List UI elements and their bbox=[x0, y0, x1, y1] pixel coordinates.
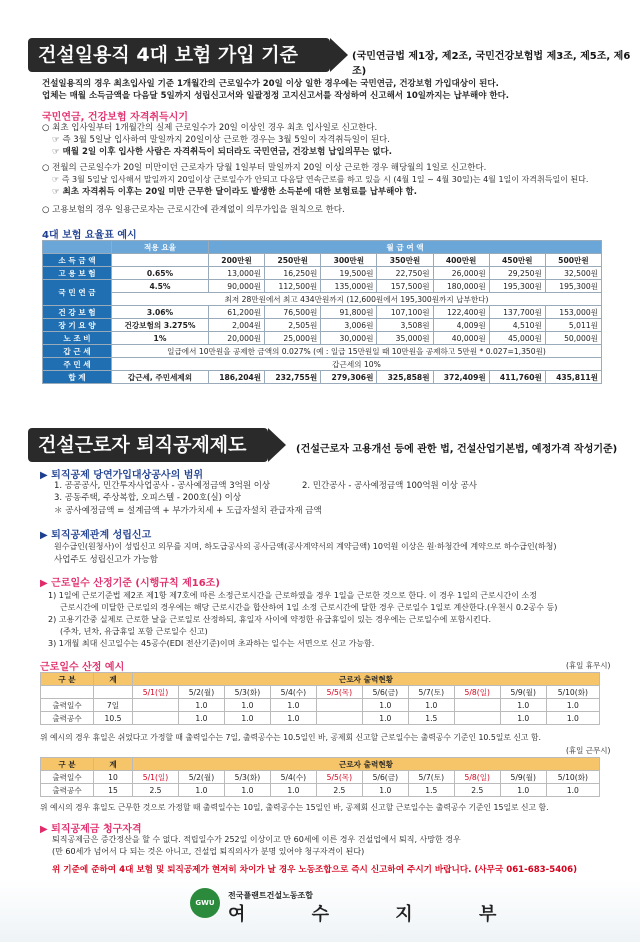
branch-name: 여 수 지 부 bbox=[228, 904, 527, 925]
table1-caption: 위 예시의 경우 휴일은 쉬었다고 가정할 때 출력일수는 7일, 출력공수는 10.5일인 바, 공제회 신고할 근로일수는 출력공수 기준인 10.5일로 신고 함. bbox=[40, 733, 541, 742]
income-tax-label: 갑 근 세 bbox=[43, 345, 112, 358]
value: 76,500원 bbox=[265, 306, 321, 319]
cell: 1.0 bbox=[546, 699, 599, 712]
value: 35,000원 bbox=[377, 332, 433, 345]
row-head-income: 소 득 금 액 bbox=[43, 254, 112, 267]
day-label: 5/7(토) bbox=[408, 771, 454, 784]
report-notice: 위 기준에 준하여 4대 보험 및 퇴직공제가 현저히 차이가 날 경우 노동조합으로 즉시 신고하여 주시기 바랍니다. (사무국 061-683-5406) bbox=[52, 865, 578, 875]
row-total: 10 bbox=[94, 771, 133, 784]
row-total: 7일 bbox=[94, 699, 133, 712]
header-blank bbox=[43, 241, 112, 254]
value: 26,000원 bbox=[433, 267, 489, 280]
resident-tax-label: 주 민 세 bbox=[43, 358, 112, 371]
value: 122,400원 bbox=[433, 306, 489, 319]
row-label: 출력공수 bbox=[41, 784, 94, 797]
value: 2,505원 bbox=[265, 319, 321, 332]
cell: 2.5 bbox=[316, 784, 362, 797]
qualification-heading: 국민연금, 건강보험 자격취득시기 bbox=[42, 112, 189, 123]
cell: 1.0 bbox=[362, 712, 408, 725]
value: 40,000원 bbox=[433, 332, 489, 345]
cell: 1.0 bbox=[362, 699, 408, 712]
total-value: 372,409원 bbox=[433, 371, 489, 384]
section-title-retirement: 건설근로자 퇴직공제제도 bbox=[28, 428, 268, 462]
intro-line-1: 건설일용직의 경우 최초입사일 기준 1개월간의 근로일수가 20일 이상 일한 경우에는 국민연금, 건강보험 가입대상이 된다. bbox=[42, 79, 499, 89]
cell: 1.0 bbox=[270, 712, 316, 725]
criteria-2: 2) 고용기간중 실제로 근로한 날을 근로일로 산정하되, 휴일자 사이에 약정한 유급휴일이 있는 경우에는 근로일수에 포함시킨다. bbox=[48, 615, 492, 624]
total-value: 435,811원 bbox=[545, 371, 601, 384]
criteria-2b: (주차, 년차, 유급휴일 포함 근로일수 신고) bbox=[60, 627, 208, 636]
value: 5,011원 bbox=[545, 319, 601, 332]
value: 45,000원 bbox=[489, 332, 545, 345]
col-status: 근로자 출력현황 bbox=[133, 673, 600, 686]
cell bbox=[316, 699, 362, 712]
salary: 400만원 bbox=[433, 254, 489, 267]
header-month: 월 급 여 액 bbox=[209, 241, 602, 254]
intro-line-2: 업체는 매월 소득금액을 다음달 5일까지 성립신고서와 일괄정정 고지신고서를 작성하여 신고해서 10일까지는 납부해야 한다. bbox=[42, 91, 510, 101]
day-label: 5/8(일) bbox=[454, 686, 500, 699]
rule-b1: ○ 최초 입사일부터 1개월간의 실제 근로일수가 20일 이상인 경우 최초 입사일로 신고한다. bbox=[42, 123, 378, 133]
day-label: 5/1(일) bbox=[133, 771, 179, 784]
day-label: 5/7(토) bbox=[408, 686, 454, 699]
value: 22,750원 bbox=[377, 267, 433, 280]
value: 195,300원 bbox=[545, 280, 601, 293]
scope-heading: ▶ 퇴직공제 당연가입대상공사의 범위 bbox=[40, 470, 204, 481]
criteria-1: 1) 1일에 근로기준법 제2조 제1항 제7호에 따른 소정근로시간을 근로하였을 경우 1일을 근로한 것으로 한다. 이 경우 1일의 근로시간이 소정 bbox=[48, 591, 537, 600]
row-label: 고 용 보 험 bbox=[43, 267, 112, 280]
day-label: 5/3(화) bbox=[224, 686, 270, 699]
row-label: 건 강 보 험 bbox=[43, 306, 112, 319]
rate: 4.5% bbox=[112, 280, 209, 293]
salary: 200만원 bbox=[209, 254, 265, 267]
value: 20,000원 bbox=[209, 332, 265, 345]
workday-table-holiday-work bbox=[40, 757, 600, 797]
value: 30,000원 bbox=[321, 332, 377, 345]
scope-2: 2. 민간공사 - 공사예정금액 100억원 이상 공사 bbox=[302, 481, 477, 491]
value: 135,000원 bbox=[321, 280, 377, 293]
value: 157,500원 bbox=[377, 280, 433, 293]
salary: 500만원 bbox=[545, 254, 601, 267]
value: 153,000원 bbox=[545, 306, 601, 319]
section-subtitle-insurance: (국민연금법 제1장, 제2조, 국민건강보험법 제3조, 제5조, 제6조) bbox=[352, 51, 631, 77]
scope-1: 1. 공공공사, 민간투자사업공사 - 공사예정금액 3억원 이상 bbox=[54, 481, 271, 491]
row-label: 장 기 요 양 bbox=[43, 319, 112, 332]
rate: 0.65% bbox=[112, 267, 209, 280]
total-value: 325,858원 bbox=[377, 371, 433, 384]
rule-b2a: ☞ 즉 3월 5일날 입사해서 말일까지 20일이상 근로일수가 안되고 다음달 연속근로를 하고 있을 시 (4월 1일 ~ 4월 30일)는 4월 1일이 자격취득일이 된다. bbox=[52, 175, 589, 184]
rate-blank bbox=[112, 254, 209, 267]
day-label: 5/2(월) bbox=[178, 771, 224, 784]
cell: 1.0 bbox=[178, 784, 224, 797]
value: 2,004원 bbox=[209, 319, 265, 332]
cell: 2.5 bbox=[454, 784, 500, 797]
row-label: 국 민 연 금 bbox=[43, 280, 112, 306]
claim-2: (만 60세가 넘어서 다 되는 것은 아니고, 건설업 퇴직의사가 분명 있어야 청구자격이 된다) bbox=[52, 847, 365, 856]
total-rate: 갑근세, 주민세제외 bbox=[112, 371, 209, 384]
value: 90,000원 bbox=[209, 280, 265, 293]
value: 32,500원 bbox=[545, 267, 601, 280]
cell: 1.0 bbox=[224, 699, 270, 712]
value: 61,200원 bbox=[209, 306, 265, 319]
union-name: 전국플랜트건설노동조합 bbox=[228, 891, 314, 900]
row-label: 출력일수 bbox=[41, 771, 94, 784]
row-label: 출력공수 bbox=[41, 712, 94, 725]
day-label: 5/8(일) bbox=[454, 771, 500, 784]
cell: 1.0 bbox=[178, 699, 224, 712]
rate: 1% bbox=[112, 332, 209, 345]
row-total: 15 bbox=[94, 784, 133, 797]
value: 107,100원 bbox=[377, 306, 433, 319]
day-label: 5/2(월) bbox=[178, 686, 224, 699]
union-logo-icon: GWU bbox=[190, 888, 220, 918]
rule-b2: ○ 전월의 근로일수가 20일 미만이던 근로자가 당월 1일부터 말일까지 20일 이상 근로한 경우 해당월의 1일로 신고한다. bbox=[42, 163, 487, 173]
rule-b1a: ☞ 즉 3월 5일날 입사하여 말일까지 20일이상 근로한 경우는 3월 5일이 자격취득일이 된다. bbox=[52, 135, 390, 145]
value: 137,700원 bbox=[489, 306, 545, 319]
rate-table-heading: 4대 보험 요율표 예시 bbox=[42, 230, 137, 241]
value: 29,250원 bbox=[489, 267, 545, 280]
col-total: 계 bbox=[94, 758, 133, 771]
value: 4,009원 bbox=[433, 319, 489, 332]
workday-table-holiday-off bbox=[40, 672, 600, 725]
cell: 1.0 bbox=[270, 699, 316, 712]
cell bbox=[454, 712, 500, 725]
cell bbox=[133, 699, 179, 712]
value: 50,000원 bbox=[545, 332, 601, 345]
value: 3,508원 bbox=[377, 319, 433, 332]
cell: 1.0 bbox=[500, 712, 546, 725]
cell: 1.0 bbox=[270, 784, 316, 797]
workday-criteria-heading: ▶ 근로일수 산정기준 (시행규칙 제16조) bbox=[40, 578, 220, 589]
value: 13,000원 bbox=[209, 267, 265, 280]
scope-3: 3. 공동주택, 주상복합, 오피스텔 - 200호(실) 이상 bbox=[54, 493, 242, 503]
rate: 3.06% bbox=[112, 306, 209, 319]
day-label: 5/3(화) bbox=[224, 771, 270, 784]
total-value: 279,306원 bbox=[321, 371, 377, 384]
day-label: 5/9(월) bbox=[500, 771, 546, 784]
salary: 300만원 bbox=[321, 254, 377, 267]
cell: 1.5 bbox=[408, 712, 454, 725]
pension-note: 최저 28만원에서 최고 434만원까지 (12,600원에서 195,300원까지 납부한다) bbox=[112, 293, 602, 306]
cell: 1.5 bbox=[408, 784, 454, 797]
header-rate: 적용 요율 bbox=[112, 241, 209, 254]
cell: 1.0 bbox=[546, 784, 599, 797]
cell bbox=[316, 712, 362, 725]
rule-b2b: ☞ 최초 자격취득 이후는 20일 미만 근무한 달이라도 발생한 소득분에 대한 보험료를 납부해야 함. bbox=[52, 187, 417, 197]
section-title-insurance: 건설일용직 4대 보험 가입 기준 bbox=[28, 38, 330, 72]
scope-note: ＊ 공사예정금액 = 설계금액 + 부가가치세 + 도급자설치 관급자재 금액 bbox=[54, 506, 322, 516]
total-label: 합 계 bbox=[43, 371, 112, 384]
cell: 1.0 bbox=[546, 712, 599, 725]
day-label: 5/1(일) bbox=[133, 686, 179, 699]
cell: 1.0 bbox=[408, 699, 454, 712]
workday-example-heading: 근로일수 산정 예시 bbox=[40, 662, 125, 673]
establish-2: 사업주도 성립신고가 가능함 bbox=[54, 555, 158, 565]
establish-1: 원수급인(원청사)이 성립신고 의무를 지며, 하도급공사의 공사금액(공사계약서의 계약금액) 10억원 이상은 원·하청간에 계약으로 하수급인(하청) bbox=[54, 542, 557, 551]
salary: 250만원 bbox=[265, 254, 321, 267]
value: 3,006원 bbox=[321, 319, 377, 332]
total-value: 411,760원 bbox=[489, 371, 545, 384]
col-gubun: 구 분 bbox=[41, 673, 94, 686]
day-label: 5/10(화) bbox=[546, 771, 599, 784]
col-total: 계 bbox=[94, 673, 133, 686]
section-subtitle-retirement: (건설근로자 고용개선 등에 관한 법, 건설산업기본법, 예정가격 작성기준) bbox=[296, 444, 618, 455]
insurance-rate-table bbox=[42, 240, 602, 384]
col-status: 근로자 출력현황 bbox=[133, 758, 600, 771]
salary: 350만원 bbox=[377, 254, 433, 267]
day-header-blank bbox=[94, 686, 133, 699]
cell: 1.0 bbox=[178, 712, 224, 725]
row-label: 노 조 비 bbox=[43, 332, 112, 345]
cell bbox=[454, 699, 500, 712]
row-total: 10.5 bbox=[94, 712, 133, 725]
claim-1: 퇴직공제금은 증간정산을 할 수 없다. 적립일수가 252일 이상이고 만 60세에 이른 경우 건설업에서 퇴직, 사망한 경우 bbox=[52, 835, 461, 844]
rule-b1b: ☞ 매월 2일 이후 입사한 사람은 자격취득이 되더라도 국민연금, 건강보험 납입의무는 없다. bbox=[52, 147, 392, 157]
rule-b3: ○ 고용보험의 경우 일용근로자는 근로시간에 관계없이 의무가입을 원칙으로 한다. bbox=[42, 205, 345, 215]
day-label: 5/6(금) bbox=[362, 771, 408, 784]
value: 4,510원 bbox=[489, 319, 545, 332]
value: 25,000원 bbox=[265, 332, 321, 345]
income-tax-note: 일급에서 10만원을 공제한 금액의 0.027% (예 : 일급 15만원일 때 10만원을 공제하고 5만원 * 0.027=1,350원) bbox=[112, 345, 602, 358]
value: 195,300원 bbox=[489, 280, 545, 293]
criteria-3: 3) 1개월 최대 신고일수는 45공수(EDI 전산기준)이며 초과하는 일수는 서면으로 신고 가능함. bbox=[48, 639, 375, 648]
row-label: 출력일수 bbox=[41, 699, 94, 712]
value: 112,500원 bbox=[265, 280, 321, 293]
day-label: 5/4(수) bbox=[270, 771, 316, 784]
day-label: 5/10(화) bbox=[546, 686, 599, 699]
day-label: 5/5(목) bbox=[316, 771, 362, 784]
cell: 1.0 bbox=[500, 699, 546, 712]
criteria-1b: 근로시간에 미달한 근로일의 경우에는 해당 근로시간을 합산하여 1일 소정 근로시간에 달한 경우 근로일수 1일로 계산한다.(우천시 0.2공수 등) bbox=[60, 603, 558, 612]
day-label: 5/6(금) bbox=[362, 686, 408, 699]
day-label: 5/9(월) bbox=[500, 686, 546, 699]
salary: 450만원 bbox=[489, 254, 545, 267]
establish-heading: ▶ 퇴직공제관계 성립신고 bbox=[40, 530, 152, 541]
cell: 1.0 bbox=[362, 784, 408, 797]
value: 91,800원 bbox=[321, 306, 377, 319]
cell bbox=[133, 712, 179, 725]
total-value: 232,755원 bbox=[265, 371, 321, 384]
day-label: 5/5(목) bbox=[316, 686, 362, 699]
claim-heading: ▶ 퇴직공제금 청구자격 bbox=[40, 824, 142, 835]
table1-note: (휴일 휴무시) bbox=[566, 661, 611, 670]
table2-caption: 위 예시의 경우 휴일도 근무한 것으로 가정할 때 출력일수는 10일, 출력공수는 15일인 바, 공제회 신고할 근로일수는 출력공수 기준인 15일로 신고 함. bbox=[40, 803, 549, 812]
value: 180,000원 bbox=[433, 280, 489, 293]
value: 16,250원 bbox=[265, 267, 321, 280]
cell: 1.0 bbox=[224, 784, 270, 797]
day-header-blank bbox=[41, 686, 94, 699]
col-gubun: 구 분 bbox=[41, 758, 94, 771]
day-label: 5/4(수) bbox=[270, 686, 316, 699]
rate: 건강보험의 3.275% bbox=[112, 319, 209, 332]
table2-note: (휴일 근무시) bbox=[566, 746, 611, 755]
cell: 1.0 bbox=[500, 784, 546, 797]
cell: 1.0 bbox=[224, 712, 270, 725]
value: 19,500원 bbox=[321, 267, 377, 280]
total-value: 186,204원 bbox=[209, 371, 265, 384]
resident-tax-note: 갑근세의 10% bbox=[112, 358, 602, 371]
cell: 2.5 bbox=[133, 784, 179, 797]
